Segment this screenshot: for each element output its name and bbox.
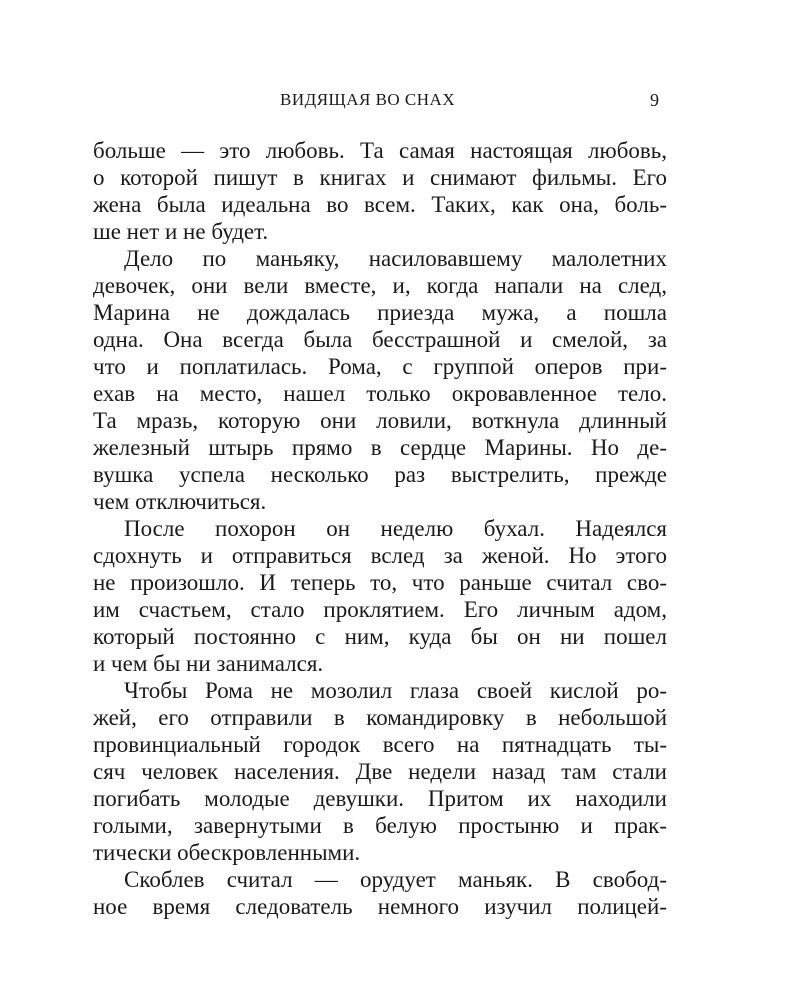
text-line: погибать молодые девушки. Притом их находили bbox=[93, 786, 667, 811]
text-line: Та мразь, которую они ловили, воткнула длинный bbox=[93, 408, 667, 433]
text-line: тически обескровленными. bbox=[93, 840, 361, 865]
text-line: о которой пишут в книгах и снимают фильмы. Его bbox=[93, 165, 667, 190]
text-line: железный штырь прямо в сердце Марины. Но де- bbox=[93, 435, 667, 460]
running-title: ВИДЯЩАЯ ВО СНАХ bbox=[280, 90, 456, 109]
text-line: ехав на место, нашел только окровавленное тело. bbox=[93, 381, 667, 406]
text-line: чем отключиться. bbox=[93, 489, 267, 514]
text-line: голыми, завернутыми в белую простыню и прак- bbox=[93, 813, 667, 838]
text-line: Дело по маньяку, насиловавшему малолетних bbox=[124, 246, 667, 271]
running-header bbox=[0, 88, 800, 112]
text-line: сяч человек населения. Две недели назад там стали bbox=[93, 759, 667, 784]
text-line: Скоблев считал — орудует маньяк. В свобод- bbox=[124, 867, 667, 892]
page-number: 9 bbox=[650, 90, 659, 110]
text-line: Чтобы Рома не мозолил глаза своей кислой ро- bbox=[124, 678, 667, 703]
text-line: провинциальный городок всего на пятнадцать ты- bbox=[93, 732, 667, 757]
text-line: После похорон он неделю бухал. Надеялся bbox=[124, 516, 667, 541]
text-line: жей, его отправили в командировку в небольшой bbox=[93, 705, 667, 730]
text-line: ное время следователь немного изучил полицей- bbox=[93, 894, 667, 919]
text-line: не произошло. И теперь то, что раньше считал сво- bbox=[93, 570, 667, 595]
text-line: сдохнуть и отправиться вслед за женой. Но этого bbox=[93, 543, 667, 568]
text-line: жена была идеальна во всем. Таких, как она, боль- bbox=[93, 192, 667, 217]
text-line: Марина не дождалась приезда мужа, а пошла bbox=[93, 300, 667, 325]
text-line: больше — это любовь. Та самая настоящая любовь, bbox=[93, 138, 667, 163]
text-line: одна. Она всегда была бесстрашной и смелой, за bbox=[93, 327, 667, 352]
text-line: вушка успела несколько раз выстрелить, прежде bbox=[93, 462, 667, 487]
text-line: девочек, они вели вместе, и, когда напали на след, bbox=[93, 273, 667, 298]
text-line: ше нет и не будет. bbox=[93, 219, 269, 244]
text-line: им счастьем, стало проклятием. Его личным адом, bbox=[93, 597, 667, 622]
text-line: что и поплатилась. Рома, с группой оперов при- bbox=[93, 354, 667, 379]
text-line: и чем бы ни занимался. bbox=[93, 651, 324, 676]
text-line: который постоянно с ним, куда бы он ни пошел bbox=[93, 624, 667, 649]
